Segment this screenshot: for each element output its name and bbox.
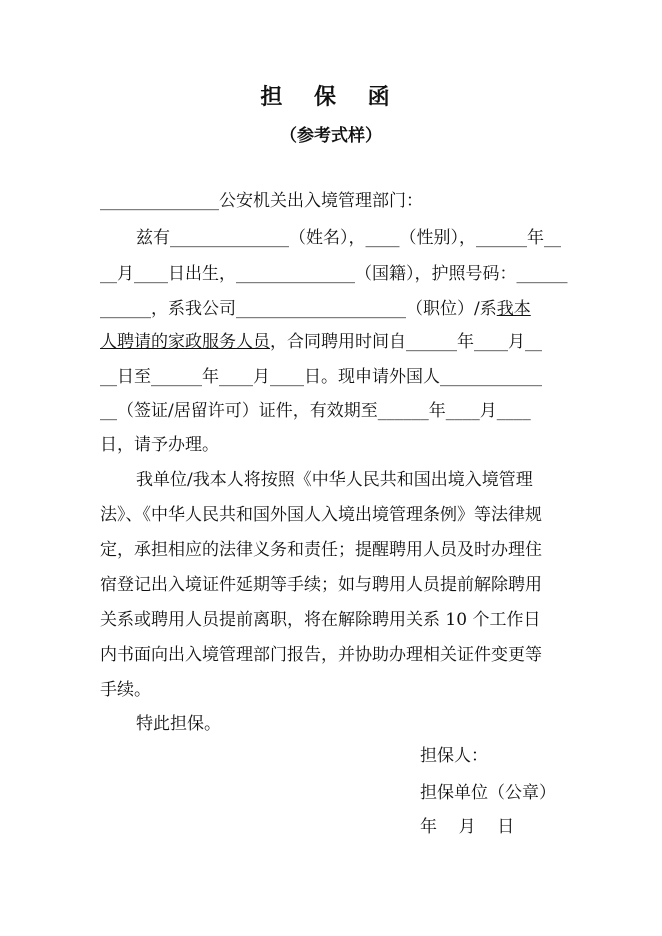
body-line-3-underlined: 我本 (496, 299, 531, 319)
body-line-3 (100, 299, 531, 319)
document-subtitle: （参考式样） (280, 126, 382, 146)
para2-line-1: 我单位/我本人将按照《中华人民共和国出境入境管理 (136, 470, 533, 490)
body-line-7: 日，请予办理。 (100, 435, 219, 455)
closing-line: 特此担保。 (136, 714, 221, 734)
para2-line-6: 内书面向出入境管理部门报告，并协助办理相关证件变更等 (100, 645, 542, 665)
guarantor-unit-label: 担保单位（公章） (420, 783, 556, 803)
para2-line-7: 手续。 (100, 680, 151, 700)
body-line-6: __（签证/居留许可）证件，有效期至______年____月____ (100, 401, 531, 421)
para2-line-5: 关系或聘用人员提前离职，将在解除聘用关系 10 个工作日 (100, 610, 541, 630)
document-title: 担 保 函 (260, 85, 402, 110)
body-line-5: __日至______年____月____日。现申请外国人____________ (100, 367, 542, 387)
body-line-4-text: ，合同聘用时间自______年____月__ (270, 332, 542, 352)
date-label: 年 月 日 (420, 817, 515, 837)
para2-line-2: 法》、《中华人民共和国外国人入境出境管理条例》等法律规 (100, 505, 542, 525)
para2-line-3: 定，承担相应的法律义务和责任；提醒聘用人员及时办理住 (100, 540, 542, 560)
para2-line-4: 宿登记出入境证件延期等手续；如与聘用人员提前解除聘用 (100, 575, 542, 595)
body-line-4-underlined: 人聘请的家政服务人员 (100, 332, 270, 352)
body-line-2: __月____日出生，______________（国籍），护照号码：______ (100, 264, 568, 284)
guarantor-label: 担保人： (420, 746, 488, 766)
body-line-1: 兹有______________（姓名），____（性别），______年__ (136, 228, 561, 248)
body-line-3-text: ______，系我公司____________________（职位）/系 (100, 299, 497, 319)
body-line-4 (100, 332, 542, 352)
addressee-line: ______________公安机关出入境管理部门： (100, 191, 423, 211)
